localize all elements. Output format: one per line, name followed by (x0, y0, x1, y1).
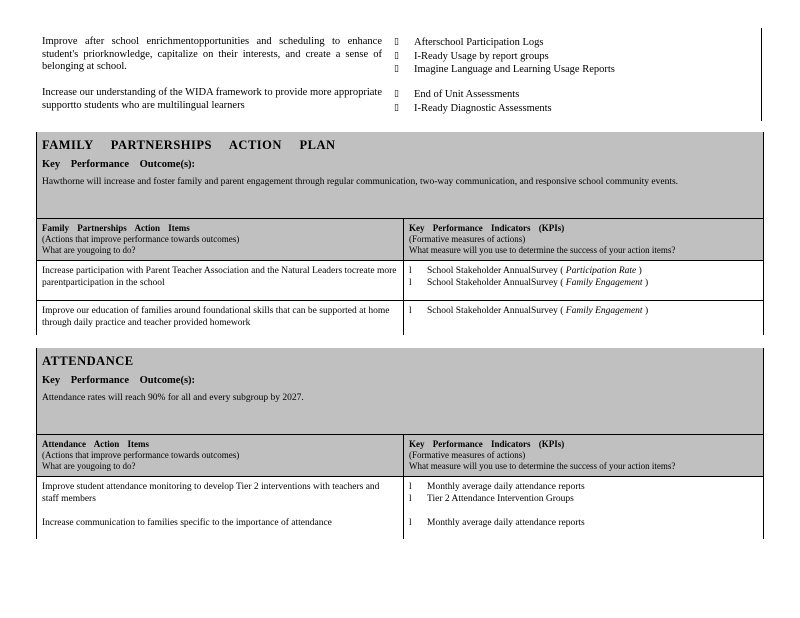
action-item-cell: Improve student attendance monitoring to develop Tier 2 interventions with teachers and staff members (37, 477, 404, 513)
action-item-text: Improve after school enrichmentopportunities and scheduling to enhance student's priorknowledge, capitalize on their interests, and create a sense of belonging at school. (42, 36, 382, 72)
kpi-item: l School Stakeholder AnnualSurvey ( Participation Rate ) (409, 266, 642, 276)
key-performance-outcome-label: Key Performance Outcome(s): (42, 159, 196, 170)
table-header (37, 434, 763, 477)
section-title: ATTENDANCE (42, 354, 134, 368)
kpi-cell (404, 261, 761, 300)
kpi-item: l School Stakeholder AnnualSurvey ( Family Engagement ) (409, 277, 649, 288)
kpi-header: Key Performance Indicators (KPIs) (Formative measures of actions) What measure will you use to determine the success of your action items? (409, 223, 676, 255)
table-row (37, 477, 763, 513)
previous-section-continuation (36, 28, 762, 123)
table-header (37, 218, 763, 261)
kpi-list (394, 36, 615, 77)
action-items-header: Family Partnerships Action Items (Actions that improve performance towards outcomes) What are yougoing to do? (37, 219, 404, 260)
bullet-icon: ▯ (394, 102, 399, 113)
kpi-item: l Monthly average daily attendance reports (409, 482, 585, 492)
kpi-item: ▯ I-Ready Diagnostic Assessments (394, 102, 552, 114)
table-row (37, 300, 763, 335)
bullet-icon: ▯ (394, 37, 399, 47)
action-item-cell: Increase communication to families specific to the importance of attendance (37, 513, 404, 539)
table-row (37, 513, 763, 539)
key-performance-outcome-label: Key Performance Outcome(s): (42, 375, 196, 386)
kpi-item: l Monthly average daily attendance reports (409, 518, 585, 528)
attendance-section (36, 348, 764, 539)
table-row (37, 261, 763, 300)
kpi-cell (404, 301, 761, 335)
section-title: FAMILY PARTNERSHIPS ACTION PLAN (42, 138, 336, 152)
kpi-item: l Tier 2 Attendance Intervention Groups (409, 493, 574, 504)
kpi-item: ▯ I-Ready Usage by report groups (394, 50, 549, 62)
kpi-list (394, 88, 552, 115)
kpi-cell (404, 477, 761, 513)
right-border (761, 28, 762, 121)
action-item-cell: Improve our education of families around foundational skills that can be supported at home through daily practice and teacher provided homework (37, 301, 404, 335)
kpi-cell (404, 513, 761, 539)
kpi-item: l School Stakeholder AnnualSurvey ( Family Engagement ) (409, 306, 649, 316)
section-header (37, 132, 763, 218)
outcome-description: Hawthorne will increase and foster family and parent engagement through regular communication, two-way communication, and responsive school community events. (42, 177, 679, 187)
bullet-icon: ▯ (394, 89, 399, 99)
kpi-item: ▯ Afterschool Participation Logs (394, 37, 544, 48)
outcome-description: Attendance rates will reach 90% for all and every subgroup by 2027. (42, 393, 304, 403)
kpi-item: ▯ Imagine Language and Learning Usage Reports (394, 64, 615, 75)
kpi-header: Key Performance Indicators (KPIs) (Formative measures of actions) What measure will you use to determine the success of your action items? (409, 439, 676, 471)
section-header (37, 348, 763, 434)
kpi-item: ▯ End of Unit Assessments (394, 89, 520, 100)
bullet-icon: ▯ (394, 64, 399, 74)
family-partnerships-section (36, 132, 764, 335)
bullet-icon: ▯ (394, 50, 399, 61)
action-item-text: Increase our understanding of the WIDA framework to provide more appropriate supportto students who are multilingual learners (42, 87, 382, 111)
action-item-cell: Increase participation with Parent Teacher Association and the Natural Leaders tocreate more parentparticipation in the school (37, 261, 404, 300)
action-items-header: Attendance Action Items (Actions that improve performance towards outcomes) What are yougoing to do? (37, 435, 404, 476)
